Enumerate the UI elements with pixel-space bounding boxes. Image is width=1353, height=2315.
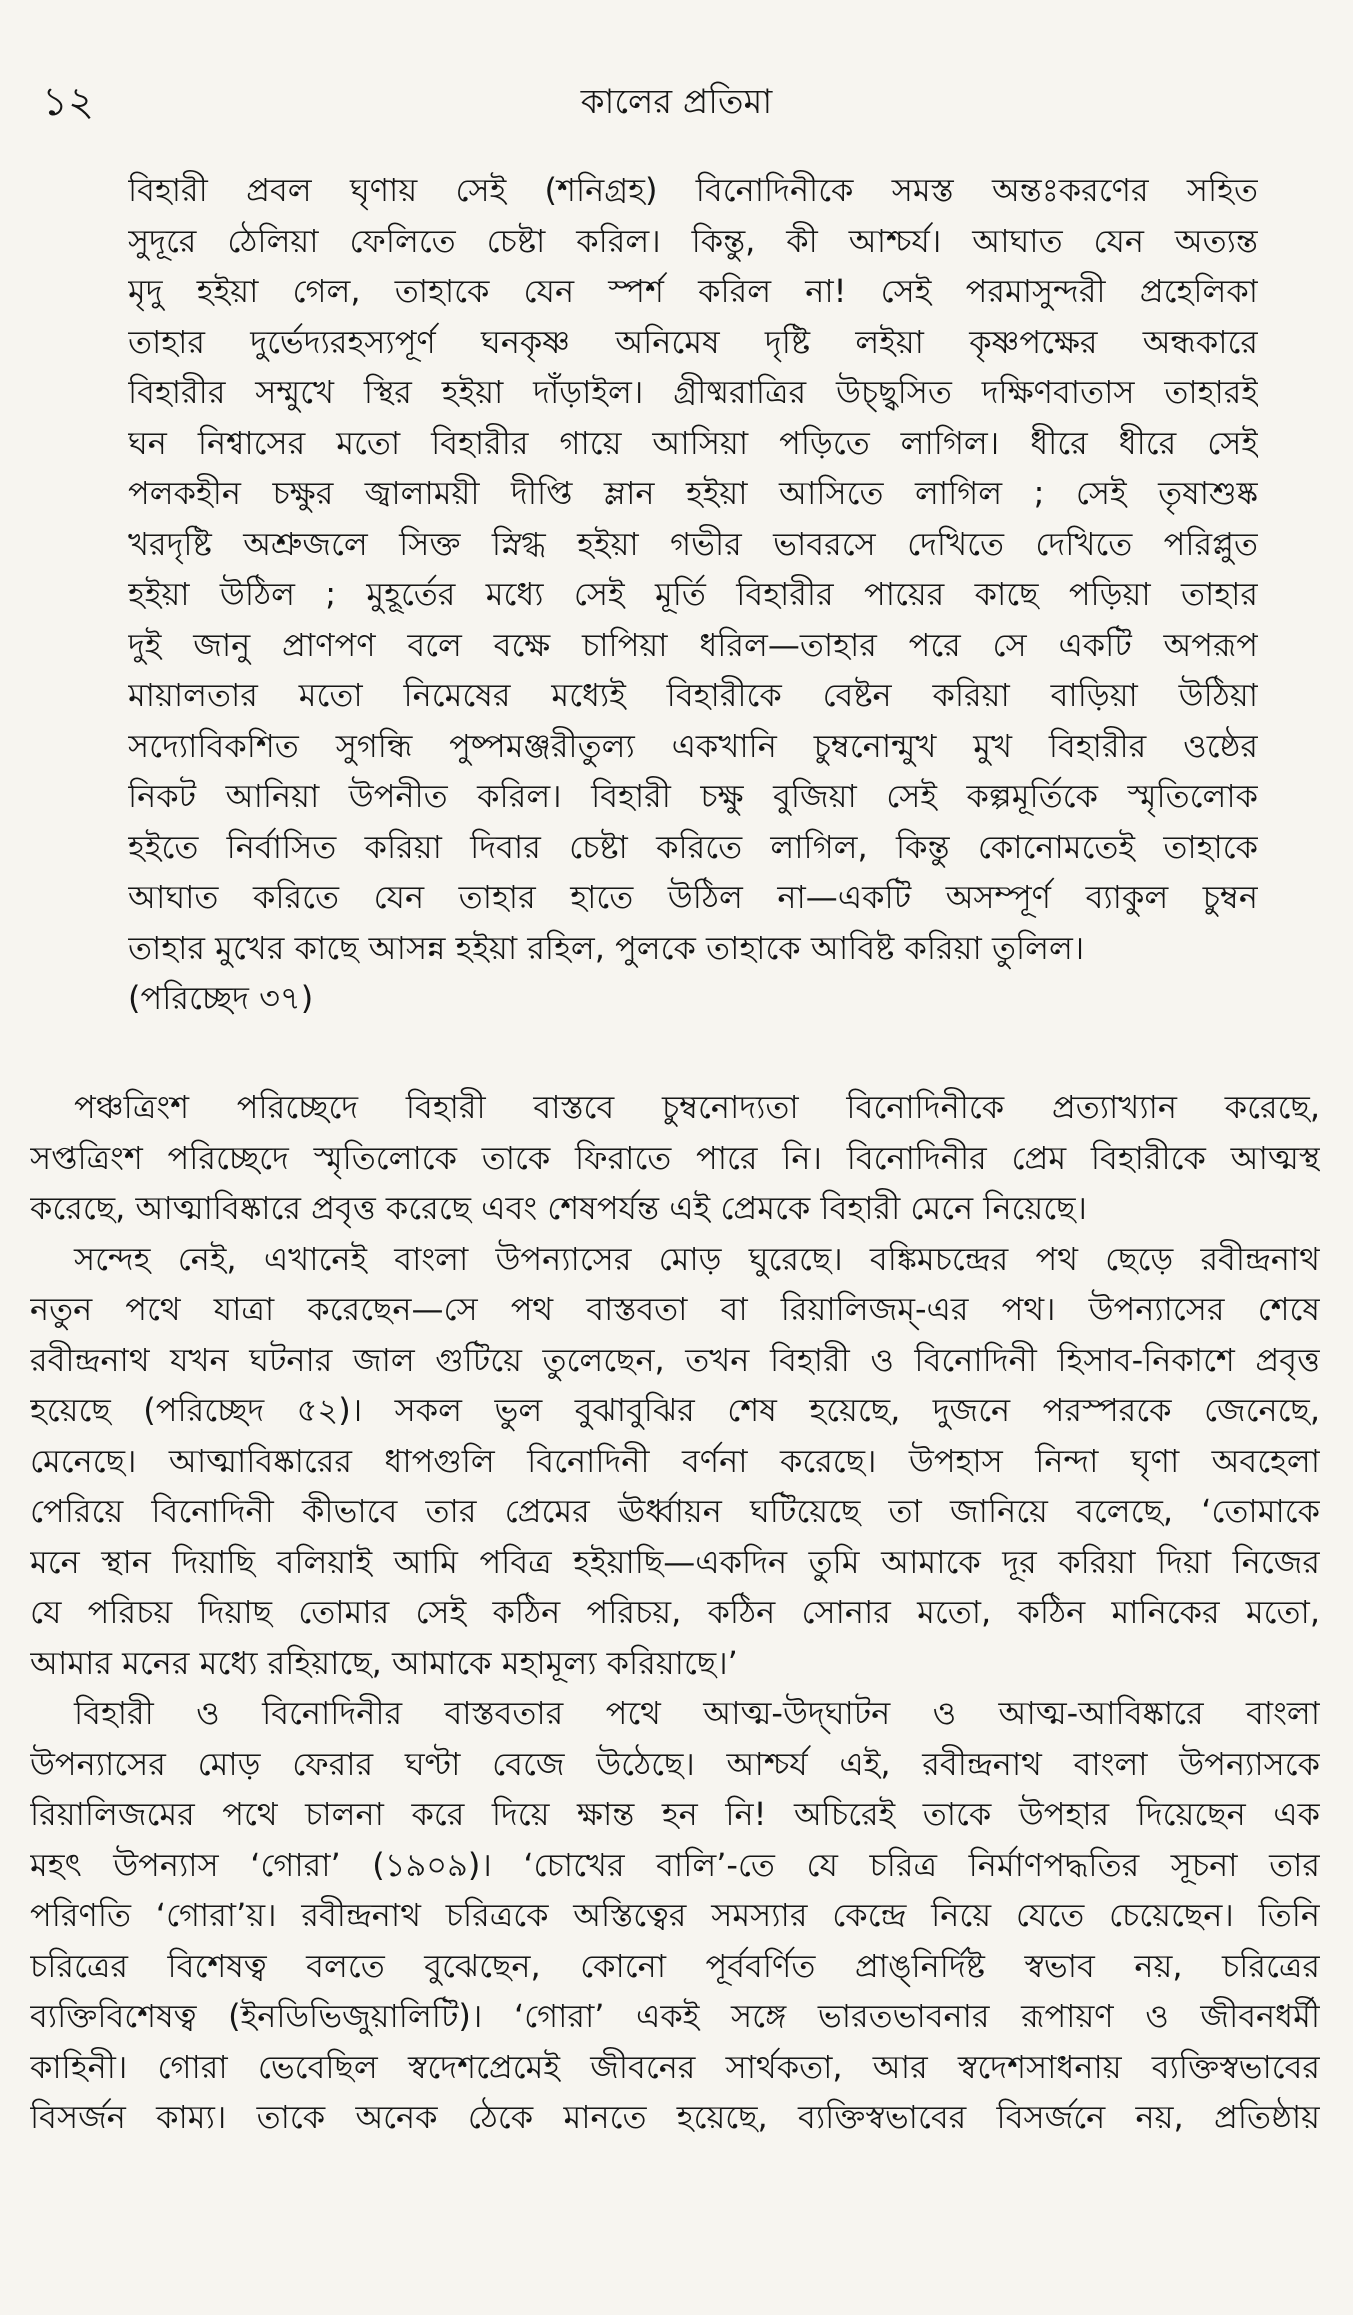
page-number: ১২ [42, 79, 94, 125]
paragraph-line: বিসর্জন কাম্য। তাকে অনেক ঠেকে মানতে হয়েছে, ব্যক্তিস্বভাবের বিসর্জনে নয়, প্রতিষ্ঠায় [30, 2098, 1320, 2136]
paragraph-line: করেছে, আত্মাবিষ্কারে প্রবৃত্ত করেছে এবং শেষপর্যন্ত এই প্রেমকে বিহারী মেনে নিয়েছে। [30, 1189, 1087, 1227]
paragraph-line: কাহিনী। গোরা ভেবেছিল স্বদেশপ্রেমেই জীবনের সার্থকতা, আর স্বদেশসাধনায় ব্যক্তিস্বভাবের [30, 2047, 1320, 2086]
paragraph-line: আমার মনের মধ্যে রহিয়াছে, আমাকে মহামূল্য করিয়াছে।’ [30, 1643, 738, 1682]
quote-line: মৃদু হইয়া গেল, তাহাকে যেন স্পর্শ করিল না! সেই পরমাসুন্দরী প্রহেলিকা [128, 272, 1258, 310]
quote-line: হইয়া উঠিল ; মুহূর্তের মধ্যে সেই মূর্তি বিহারীর পায়ের কাছে পড়িয়া তাহার [128, 575, 1258, 613]
paragraph-line: বিহারী ও বিনোদিনীর বাস্তবতার পথে আত্ম-উদ্‌ঘাটন ও আত্ম-আবিষ্কারে বাংলা [74, 1694, 1320, 1732]
quote-line: দুই জানু প্রাণপণ বলে বক্ষে চাপিয়া ধরিল—তাহার পরে সে একটি অপরূপ [128, 625, 1258, 664]
quote-line: খরদৃষ্টি অশ্রুজলে সিক্ত স্নিগ্ধ হইয়া গভীর ভাবরসে দেখিতে দেখিতে পরিপ্লুত [128, 524, 1258, 563]
quote-line: তাহার দুর্ভেদ্যরহস্যপূর্ণ ঘনকৃষ্ণ অনিমেষ দৃষ্টি লইয়া কৃষ্ণপক্ষের অন্ধকারে [128, 322, 1258, 361]
quote-line: (পরিচ্ছেদ ৩৭) [128, 979, 314, 1017]
quote-line: ঘন নিশ্বাসের মতো বিহারীর গায়ে আসিয়া পড়িতে লাগিল। ধীরে ধীরে সেই [128, 423, 1258, 462]
quote-line: তাহার মুখের কাছে আসন্ন হইয়া রহিল, পুলকে তাহাকে আবিষ্ট করিয়া তুলিল। [128, 928, 1085, 967]
body-text [30, 1082, 1320, 2143]
paragraph-line: উপন্যাসের মোড় ফেরার ঘণ্টা বেজে উঠেছে। আশ্চর্য এই, রবীন্দ্রনাথ বাংলা উপন্যাসকে [30, 1744, 1320, 1783]
quote-line: আঘাত করিতে যেন তাহার হাতে উঠিল না—একটি অসম্পূর্ণ ব্যাকুল চুম্বন [128, 878, 1258, 916]
paragraph-line: মেনেছে। আত্মাবিষ্কারের ধাপগুলি বিনোদিনী বর্ণনা করেছে। উপহাস নিন্দা ঘৃণা অবহেলা [30, 1441, 1320, 1480]
paragraph-line: রবীন্দ্রনাথ যখন ঘটনার জাল গুটিয়ে তুলেছেন, তখন বিহারী ও বিনোদিনী হিসাব-নিকাশে প্রবৃত্ত [30, 1340, 1320, 1379]
quote-line: পলকহীন চক্ষুর জ্বালাময়ী দীপ্তি ম্লান হইয়া আসিতে লাগিল ; সেই তৃষাশুষ্ক [128, 474, 1258, 512]
paragraph-line: পেরিয়ে বিনোদিনী কীভাবে তার প্রেমের ঊর্ধ্বায়ন ঘটিয়েছে তা জানিয়ে বলেছে, ‘তোমাকে [30, 1492, 1320, 1530]
paragraph [30, 1234, 1320, 1689]
paragraph-line: রিয়ালিজমের পথে চালনা করে দিয়ে ক্ষান্ত হন নি! অচিরেই তাকে উপহার দিয়েছেন এক [30, 1795, 1320, 1833]
page-header [0, 72, 1353, 132]
paragraph-line: পঞ্চত্রিংশ পরিচ্ছেদে বিহারী বাস্তবে চুম্বনোদ্যতা বিনোদিনীকে প্রত্যাখ্যান করেছে, [74, 1088, 1320, 1126]
quote-line: সুদূরে ঠেলিয়া ফেলিতে চেষ্টা করিল। কিন্তু, কী আশ্চর্য। আঘাত যেন অত্যন্ত [128, 221, 1258, 260]
quote-line: সদ্যোবিকশিত সুগন্ধি পুষ্পমঞ্জরীতুল্য একখানি চুম্বনোন্মুখ মুখ বিহারীর ওষ্ঠের [128, 726, 1258, 765]
quote-line: বিহারী প্রবল ঘৃণায় সেই (শনিগ্রহ) বিনোদিনীকে সমস্ত অন্তঃকরণের সহিত [128, 171, 1258, 209]
paragraph-line: মনে স্থান দিয়াছি বলিয়াই আমি পবিত্র হইয়াছি—একদিন তুমি আমাকে দূর করিয়া দিয়া নিজের [30, 1542, 1320, 1581]
block-quote [128, 165, 1258, 1024]
paragraph-line: মহৎ উপন্যাস ‘গোরা’ (১৯০৯)। ‘চোখের বালি’-তে যে চরিত্র নির্মাণপদ্ধতির সূচনা তার [30, 1845, 1320, 1884]
paragraph-line: পরিণতি ‘গোরা’য়। রবীন্দ্রনাথ চরিত্রকে অস্তিত্বের সমস্যার কেন্দ্রে নিয়ে যেতে চেয়েছেন। তিনি [30, 1896, 1320, 1934]
quote-line: হইতে নির্বাসিত করিয়া দিবার চেষ্টা করিতে লাগিল, কিন্তু কোনোমতেই তাহাকে [128, 827, 1258, 866]
paragraph-line: ব্যক্তিবিশেষত্ব (ইনডিভিজুয়ালিটি)। ‘গোরা’ একই সঙ্গে ভারতভাবনার রূপায়ণ ও জীবনধর্মী [30, 1997, 1320, 2035]
paragraph-line: নতুন পথে যাত্রা করেছেন—সে পথ বাস্তবতা বা রিয়ালিজম্-এর পথ। উপন্যাসের শেষে [30, 1290, 1320, 1328]
paragraph-line: চরিত্রের বিশেষত্ব বলতে বুঝেছেন, কোনো পূর্ববর্ণিত প্রাঙ্‌নির্দিষ্ট স্বভাব নয়, চরিত্রের [30, 1946, 1320, 1985]
paragraph-line: যে পরিচয় দিয়াছ তোমার সেই কঠিন পরিচয়, কঠিন সোনার মতো, কঠিন মানিকের মতো, [30, 1593, 1320, 1631]
quote-line: বিহারীর সম্মুখে স্থির হইয়া দাঁড়াইল। গ্রীষ্মরাত্রির উচ্ছ্বসিত দক্ষিণবাতাস তাহারই [128, 373, 1258, 411]
paragraph-line: সন্দেহ নেই, এখানেই বাংলা উপন্যাসের মোড় ঘুরেছে। বঙ্কিমচন্দ্রের পথ ছেড়ে রবীন্দ্রনাথ [74, 1239, 1320, 1278]
running-title: কালের প্রতিমা [580, 82, 773, 122]
paragraph [30, 1688, 1320, 2143]
quote-line: নিকট আনিয়া উপনীত করিল। বিহারী চক্ষু বুজিয়া সেই কল্পমূর্তিকে স্মৃতিলোক [128, 777, 1258, 815]
paragraph [30, 1082, 1320, 1234]
quote-line: মায়ালতার মতো নিমেষের মধ্যেই বিহারীকে বেষ্টন করিয়া বাড়িয়া উঠিয়া [128, 676, 1258, 714]
paragraph-line: সপ্তত্রিংশ পরিচ্ছেদে স্মৃতিলোকে তাকে ফিরাতে পারে নি। বিনোদিনীর প্রেম বিহারীকে আত্মস্থ [30, 1138, 1320, 1177]
paragraph-line: হয়েছে (পরিচ্ছেদ ৫২)। সকল ভুল বুঝাবুঝির শেষ হয়েছে, দুজনে পরস্পরকে জেনেছে, [30, 1391, 1320, 1429]
